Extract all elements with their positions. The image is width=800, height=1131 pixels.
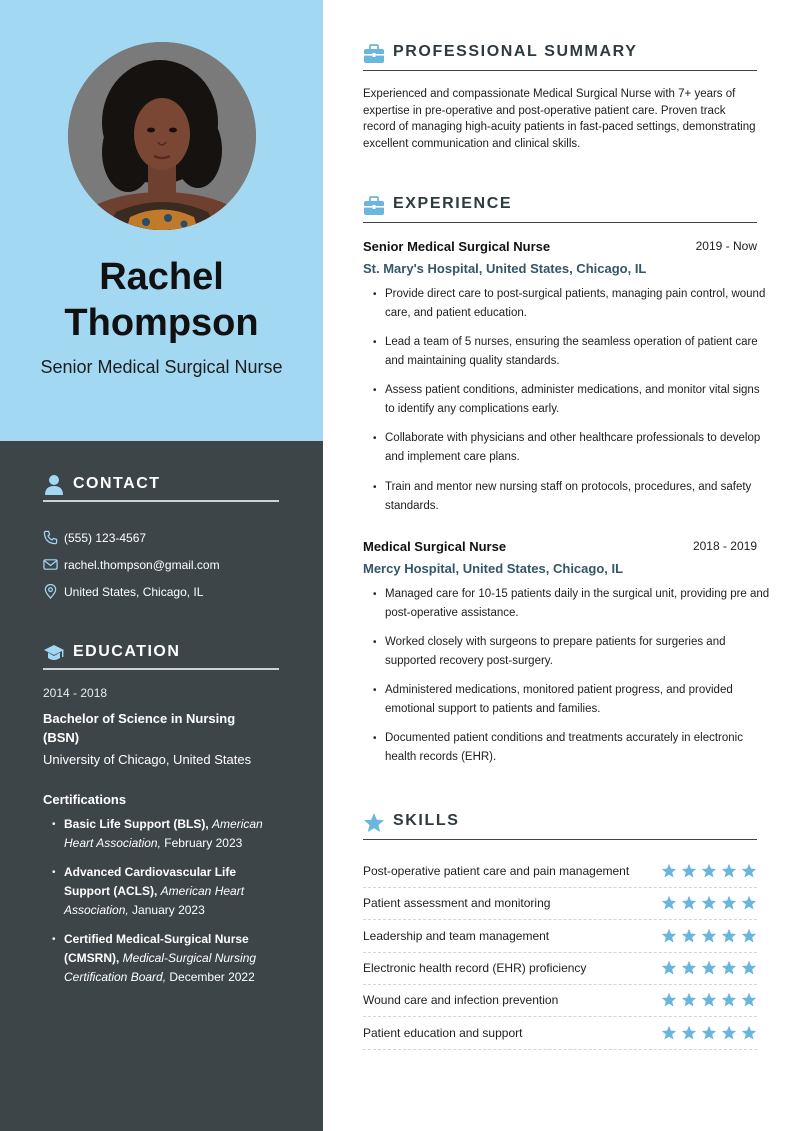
- skill-name: Patient education and support: [363, 1025, 523, 1040]
- contact-phone-text: (555) 123-4567: [64, 531, 147, 545]
- skill-rating: [661, 928, 757, 944]
- graduation-cap-icon: [43, 642, 65, 664]
- education-degree: Bachelor of Science in Nursing (BSN): [43, 711, 236, 745]
- rating-star-icon: [701, 960, 717, 976]
- certification-issuer: American Heart Association,: [64, 817, 263, 850]
- certification-item: [64, 815, 284, 853]
- experience-bullet: • Provide direct care to post-surgical patients, managing pain control, wound care, and patient education.: [385, 285, 770, 323]
- certification-name: Advanced Cardiovascular Life Support (ACLS),: [64, 865, 237, 898]
- experience-job-title: Senior Medical Surgical Nurse: [363, 239, 551, 254]
- education-years: 2014 - 2018: [43, 686, 108, 700]
- location-pin-icon: [43, 584, 58, 599]
- skill-name: Wound care and infection prevention: [363, 993, 559, 1008]
- experience-job-title: Medical Surgical Nurse: [363, 539, 507, 554]
- experience-heading: [363, 195, 757, 223]
- certification-date: February 2023: [164, 836, 243, 850]
- rating-star-icon: [721, 863, 737, 879]
- skill-rating: [661, 863, 757, 879]
- rating-star-icon: [661, 1025, 677, 1041]
- experience-bullet: • Assess patient conditions, administer medications, and monitor vital signs to identify any complications early.: [385, 381, 770, 419]
- summary-heading-label: PROFESSIONAL SUMMARY: [393, 43, 638, 60]
- experience-bullet: • Lead a team of 5 nurses, ensuring the seamless operation of patient care and maintaining quality standards.: [385, 333, 770, 371]
- skill-row: [363, 856, 757, 888]
- education-heading: [43, 642, 279, 670]
- rating-star-icon: [701, 863, 717, 879]
- rating-star-icon: [741, 992, 757, 1008]
- skill-row: [363, 1018, 757, 1050]
- skills-heading-label: SKILLS: [393, 812, 460, 829]
- rating-star-icon: [681, 992, 697, 1008]
- skill-rating: [661, 1025, 757, 1041]
- certification-date: December 2022: [169, 970, 255, 984]
- education-heading-label: EDUCATION: [73, 643, 181, 660]
- rating-star-icon: [661, 960, 677, 976]
- experience-bullet: • Managed care for 10-15 patients daily in the surgical unit, providing pre and post-operative assistance.: [385, 585, 770, 623]
- experience-bullet: • Documented patient conditions and treatments accurately in electronic health records (EHR).: [385, 729, 770, 767]
- rating-star-icon: [721, 1025, 737, 1041]
- rating-star-icon: [721, 928, 737, 944]
- contact-heading: [43, 474, 279, 502]
- briefcase-icon: [363, 195, 385, 217]
- summary-heading: [363, 43, 757, 71]
- rating-star-icon: [681, 960, 697, 976]
- experience-bullet: • Administered medications, monitored patient progress, and provided emotional support to patients and families.: [385, 681, 770, 719]
- experience-bullet: • Collaborate with physicians and other healthcare professionals to develop and implement care plans.: [385, 429, 770, 467]
- first-name: Rachel: [99, 256, 224, 298]
- skill-rating: [661, 992, 757, 1008]
- avatar-photo: [68, 42, 256, 230]
- rating-star-icon: [701, 895, 717, 911]
- avatar: [68, 42, 256, 230]
- rating-star-icon: [681, 928, 697, 944]
- phone-icon: [43, 530, 58, 545]
- skill-row: [363, 921, 757, 953]
- skill-rating: [661, 960, 757, 976]
- experience-bullet: • Worked closely with surgeons to prepare patients for surgeries and supported recovery post-surgery.: [385, 633, 770, 671]
- rating-star-icon: [661, 928, 677, 944]
- certification-name: Certified Medical-Surgical Nurse (CMSRN),: [64, 932, 249, 965]
- certifications-heading: Certifications: [43, 792, 127, 807]
- rating-star-icon: [681, 863, 697, 879]
- rating-star-icon: [741, 863, 757, 879]
- experience-bullet: • Train and mentor new nursing staff on protocols, procedures, and safety standards.: [385, 478, 770, 516]
- skill-name: Post-operative patient care and pain management: [363, 864, 630, 878]
- contact-email-text: rachel.thompson@gmail.com: [64, 558, 220, 572]
- rating-star-icon: [681, 1025, 697, 1041]
- education-school: University of Chicago, United States: [43, 752, 252, 767]
- rating-star-icon: [701, 1025, 717, 1041]
- rating-star-icon: [701, 992, 717, 1008]
- rating-star-icon: [741, 928, 757, 944]
- skill-row: [363, 888, 757, 920]
- last-name: Thompson: [64, 302, 259, 344]
- experience-job-dates: 2019 - Now: [695, 239, 757, 253]
- rating-star-icon: [741, 960, 757, 976]
- rating-star-icon: [721, 992, 737, 1008]
- star-icon: [363, 812, 385, 834]
- rating-star-icon: [721, 895, 737, 911]
- rating-star-icon: [741, 1025, 757, 1041]
- briefcase-icon: [363, 43, 385, 65]
- rating-star-icon: [661, 863, 677, 879]
- contact-location-text: United States, Chicago, IL: [64, 585, 204, 599]
- skill-row: [363, 953, 757, 985]
- rating-star-icon: [721, 960, 737, 976]
- experience-job-org: St. Mary's Hospital, United States, Chicago, IL: [363, 261, 647, 276]
- rating-star-icon: [661, 992, 677, 1008]
- certification-item: [64, 863, 284, 920]
- job-title: Senior Medical Surgical Nurse: [40, 357, 283, 377]
- skill-row: [363, 985, 757, 1017]
- certification-issuer: Medical-Surgical Nursing Certification Board,: [64, 951, 257, 984]
- skills-heading: [363, 812, 757, 840]
- experience-heading-label: EXPERIENCE: [393, 195, 513, 212]
- mail-icon: [43, 557, 58, 572]
- certification-name: Basic Life Support (BLS),: [64, 817, 209, 831]
- rating-star-icon: [681, 895, 697, 911]
- certification-item: [64, 930, 284, 987]
- rating-star-icon: [661, 895, 677, 911]
- skill-rating: [661, 895, 757, 911]
- summary-text: Experienced and compassionate Medical Surgical Nurse with 7+ years of expertise in pre-operative and post-operative patient care. Proven track record of managing high-acuity patients in fast-paced settings, demonstrating excellent communication and clinical skills.: [363, 88, 756, 150]
- experience-job-dates: 2018 - 2019: [692, 539, 757, 553]
- skill-name: Electronic health record (EHR) proficiency: [363, 960, 587, 975]
- experience-job-org: Mercy Hospital, United States, Chicago, IL: [363, 561, 624, 576]
- skill-name: Patient assessment and monitoring: [363, 896, 551, 911]
- certification-date: January 2023: [132, 903, 205, 917]
- person-icon: [43, 474, 65, 496]
- contact-heading-label: CONTACT: [73, 475, 161, 492]
- certification-issuer: American Heart Association,: [64, 884, 245, 917]
- skill-name: Leadership and team management: [363, 928, 550, 943]
- rating-star-icon: [701, 928, 717, 944]
- rating-star-icon: [741, 895, 757, 911]
